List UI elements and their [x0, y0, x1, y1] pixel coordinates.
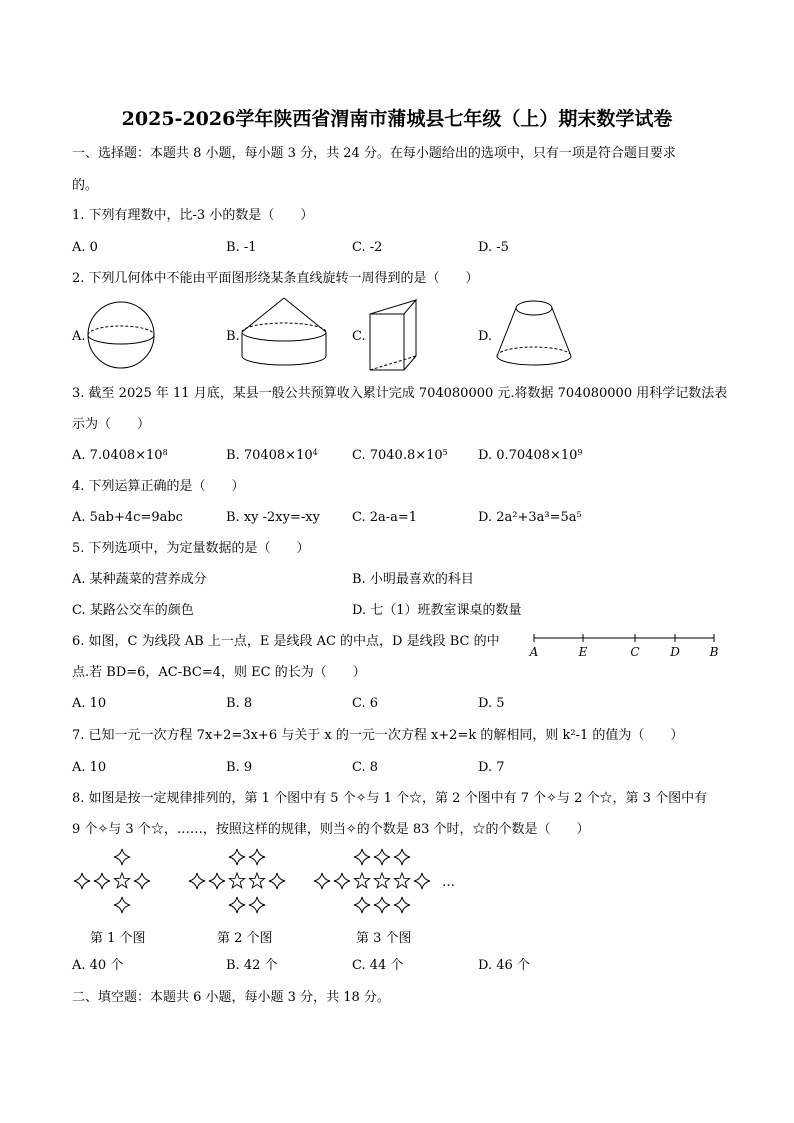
cone-cylinder-figure [240, 296, 328, 370]
q1-stem: 1. 下列有理数中，比-3 小的数是（ ） [72, 208, 314, 223]
q4-option-c: C. 2a-a=1 [352, 510, 418, 525]
q7-option-b: B. 9 [226, 760, 253, 775]
pattern-figure-3 [314, 849, 430, 913]
q5-option-a: A. 某种蔬菜的营养成分 [72, 572, 207, 587]
q8-caption-2: 第 2 个图 [217, 931, 273, 946]
triangular-prism-figure [366, 296, 422, 376]
q8-stem-line2: 9 个✧与 3 个☆，……，按照这样的规律，则当✧的个数是 83 个时，☆的个数是（ ） [72, 822, 590, 837]
q6-stem-line2: 点.若 BD=6，AC-BC=4，则 EC 的长为（ ） [72, 665, 366, 680]
label-b: B [709, 645, 719, 659]
q6-option-d: D. 5 [478, 696, 505, 711]
exam-title: 2025-2026学年陕西省渭南市蒲城县七年级（上）期末数学试卷 [121, 108, 673, 130]
q5-stem: 5. 下列选项中，为定量数据的是（ ） [72, 541, 310, 556]
pattern-figure-1 [74, 849, 150, 913]
q3-option-a: A. $7.0408\times 10^8$ [72, 448, 168, 463]
q4-stem: 4. 下列运算正确的是（ ） [72, 479, 245, 494]
pattern-ellipsis: … [442, 875, 455, 890]
segment-figure [526, 630, 722, 662]
q6-option-c: C. 6 [352, 696, 379, 711]
q5-option-b: B. 小明最喜欢的科目 [352, 572, 474, 587]
label-c: C [630, 645, 640, 659]
q2-stem: 2. 下列几何体中不能由平面图形绕某条直线旋转一周得到的是（ ） [72, 271, 479, 286]
q3-stem-line1: 3. 截至 2025 年 11 月底，某县一般公共预算收入累计完成 704080000 元.将数据 704080000 用科学记数法表 [72, 386, 728, 401]
label-e: E [578, 645, 588, 659]
q2-option-b: B. [226, 329, 240, 344]
q4-option-b: B. xy -2xy=-xy [226, 510, 320, 525]
label-d: D [670, 645, 680, 659]
q1-option-b: B. -1 [226, 240, 257, 255]
q8-caption-3: 第 3 个图 [356, 931, 412, 946]
q4-option-d: D. 2a²+3a³=5a⁵ [478, 510, 582, 525]
q2-option-c: C. [352, 329, 366, 344]
q8-caption-1: 第 1 个图 [90, 931, 146, 946]
q2-option-d: D. [478, 329, 493, 344]
q4-option-a: A. 5ab+4c=9abc [72, 510, 183, 525]
q8-option-a: A. 40 个 [72, 958, 124, 973]
sphere-figure [86, 300, 156, 370]
q8-option-d: D. 46 个 [478, 958, 530, 973]
q2-option-a: A. [72, 329, 86, 344]
q1-option-a: A. 0 [72, 240, 98, 255]
q7-option-c: C. 8 [352, 760, 379, 775]
q6-stem-line1: 6. 如图，C 为线段 AB 上一点，E 是线段 AC 的中点，D 是线段 BC 的中 [72, 634, 500, 649]
q1-option-c: C. -2 [352, 240, 383, 255]
q3-option-c: C. $7040.8\times 10^5$ [352, 448, 448, 463]
q8-option-c: C. 44 个 [352, 958, 404, 973]
q7-option-a: A. 10 [72, 760, 107, 775]
q8-stem-line1: 8. 如图是按一定规律排列的，第 1 个图中有 5 个✧与 1 个☆，第 2 个图中有 7 个✧与 2 个☆，第 3 个图中有 [72, 791, 708, 806]
q5-option-c: C. 某路公交车的颜色 [72, 603, 194, 618]
label-a: A [529, 645, 539, 659]
q8-option-b: B. 42 个 [226, 958, 278, 973]
q5-option-d: D. 七（1）班教室课桌的数量 [352, 603, 522, 618]
q3-stem-line2: 示为（ ） [72, 417, 151, 432]
frustum-figure [494, 298, 574, 370]
section1-header-line2: 的。 [72, 178, 99, 193]
pattern-figure [60, 840, 480, 920]
q1-option-d: D. -5 [478, 240, 509, 255]
section2-header: 二、填空题：本题共 6 小题，每小题 3 分，共 18 分。 [72, 990, 390, 1005]
q3-option-d: D. $0.70408\times 10^9$ [478, 448, 583, 463]
q7-stem: 7. 已知一元一次方程 7x+2=3x+6 与关于 x 的一元一次方程 x+2=k 的解相同，则 k²-1 的值为（ ） [72, 728, 684, 743]
section1-header-line1: 一、选择题：本题共 8 小题，每小题 3 分，共 24 分。在每小题给出的选项中，只有一项是符合题目要求 [72, 146, 676, 161]
q6-option-b: B. 8 [226, 696, 253, 711]
q3-option-b: B. $70408\times 10^4$ [226, 448, 318, 463]
pattern-figure-2 [189, 849, 285, 913]
q6-option-a: A. 10 [72, 696, 107, 711]
q7-option-d: D. 7 [478, 760, 505, 775]
